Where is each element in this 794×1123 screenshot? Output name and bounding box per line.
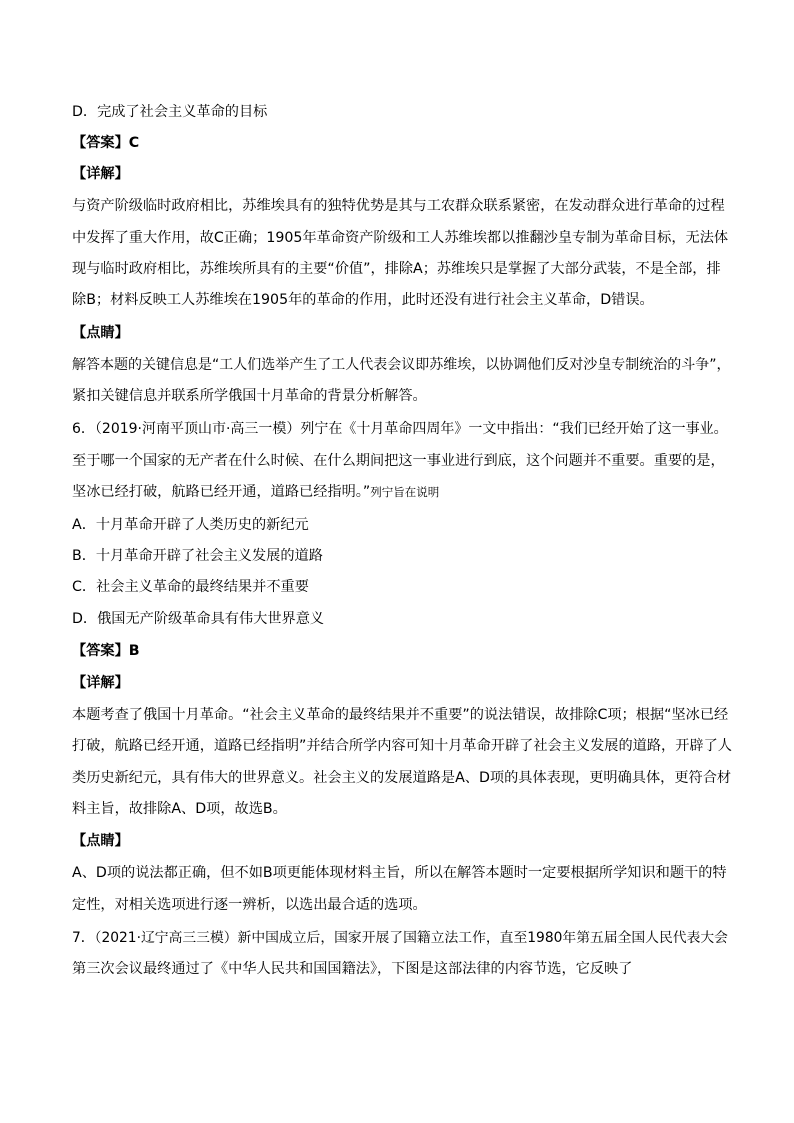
q6-detail-line-3: 类历史新纪元，具有伟大的世界意义。社会主义的发展道路是A、D项的具体表现，更明确具体，更符合材 (72, 770, 732, 786)
answer-label: 【答案】 (72, 643, 129, 659)
q7-stem-line-2: 第三次会议最终通过了《中华人民共和国国籍法》，下图是这部法律的内容节选，它反映了 (72, 961, 633, 977)
q6-option-c: C．社会主义革命的最终结果并不重要 (72, 579, 309, 595)
q6-detail-line-4: 料主旨，故排除A、D项，故选B。 (72, 801, 287, 817)
q6-stem-line-3-main: 坚冰已经打破，航路已经开通，道路已经指明。” (72, 484, 371, 500)
q6-point-line-2: 定性，对相关选项进行逐一辨析，以选出最合适的选项。 (72, 897, 427, 913)
q6-detail-label: 【详解】 (72, 675, 129, 691)
q6-stem-line-2: 至于哪一个国家的无产者在什么时候、在什么期间把这一事业进行到底，这个问题并不重要。重要的是， (72, 453, 725, 469)
q5-detail-line-3: 现与临时政府相比，苏维埃所具有的主要“价值”，排除A；苏维埃只是掌握了大部分武装，不是全部，排 (72, 261, 721, 277)
q5-point-line-2: 紧扣关键信息并联系所学俄国十月革命的背景分析解答。 (72, 388, 427, 404)
q5-detail-line-4: 除B；材料反映工人苏维埃在1905年的革命的作用，此时还没有进行社会主义革命，D错误。 (72, 292, 654, 308)
answer-label: 【答案】 (72, 135, 129, 151)
q5-answer (72, 134, 732, 152)
q6-option-b: B．十月革命开辟了社会主义发展的道路 (72, 548, 323, 564)
q6-detail-line-2: 打破，航路已经开通，道路已经指明”并结合所学内容可知十月革命开辟了社会主义发展的道路，开辟了人 (72, 738, 732, 754)
answer-value: B (128, 643, 140, 659)
q6-stem-line-3 (72, 483, 732, 501)
q6-option-a: A．十月革命开辟了人类历史的新纪元 (72, 517, 309, 533)
q5-detail-line-2: 中发挥了重大作用，故C正确；1905年革命资产阶级和工人苏维埃都以推翻沙皇专制为革命目标，无法体 (72, 230, 729, 246)
q5-point-line-1: 解答本题的关键信息是“工人们选举产生了工人代表会议即苏维埃，以协调他们反对沙皇专制统治的斗争”， (72, 357, 731, 373)
q6-option-d: D．俄国无产阶级革命具有伟大世界意义 (72, 611, 325, 627)
q6-detail-line-1: 本题考查了俄国十月革命。“社会主义革命的最终结果并不重要”的说法错误，故排除C项；根据“坚冰已经 (72, 707, 729, 723)
q5-detail-label: 【详解】 (72, 166, 129, 182)
answer-value: C (128, 135, 140, 151)
q7-stem-line-1: 7．（2021·辽宁高三三模）新中国成立后，国家开展了国籍立法工作，直至1980年第五届全国人民代表大会 (72, 930, 728, 946)
q6-stem-line-3-tail: 列宁旨在说明 (370, 485, 440, 499)
q5-option-d: D．完成了社会主义革命的目标 (72, 104, 268, 120)
q5-detail-line-1: 与资产阶级临时政府相比，苏维埃具有的独特优势是其与工农群众联系紧密，在发动群众进行革命的过程 (72, 198, 725, 214)
q6-stem-line-1: 6．（2019·河南平顶山市·高三一模）列宁在《十月革命四周年》一文中指出：“我们已经开始了这一事业。 (72, 421, 728, 437)
q6-answer (72, 642, 732, 660)
q6-point-label: 【点睛】 (72, 833, 129, 849)
q6-point-line-1: A、D项的说法都正确，但不如B项更能体现材料主旨，所以在解答本题时一定要根据所学知识和题干的特 (72, 865, 727, 881)
q5-point-label: 【点睛】 (72, 325, 129, 341)
